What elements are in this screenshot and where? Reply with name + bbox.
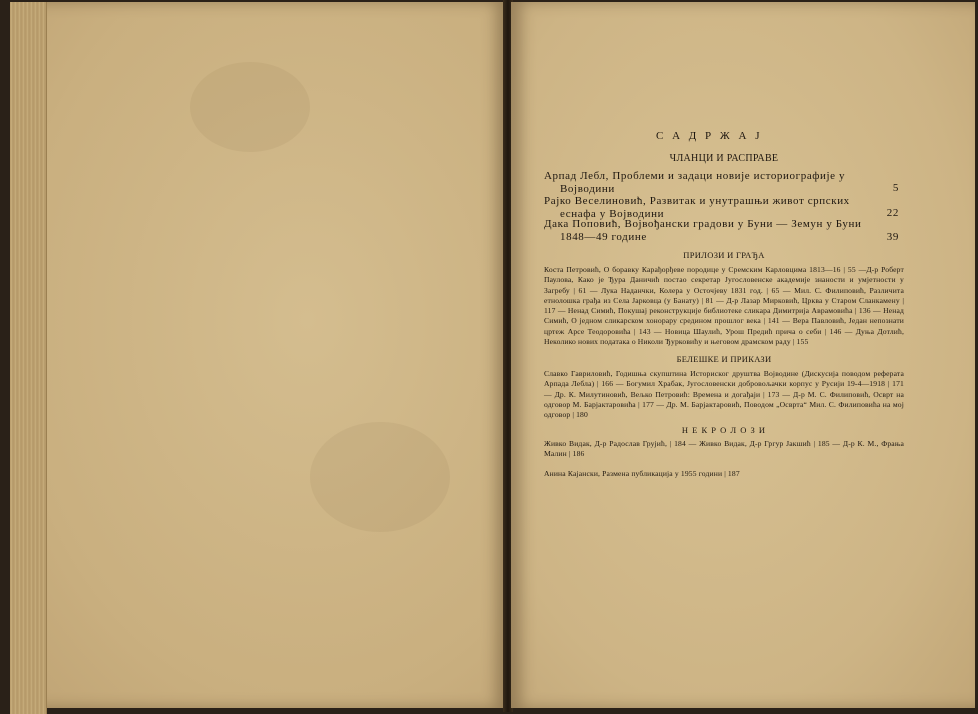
toc-entry-line1: Арпад Лебл, Проблеми и задаци новије историографије у: [544, 170, 846, 182]
left-page: [10, 2, 506, 708]
toc-entry: [544, 218, 899, 244]
toc-entry-line2: Војводини: [560, 183, 615, 195]
paper-stain: [190, 62, 310, 152]
toc-entry-line2: еснафа у Војводини: [560, 208, 665, 220]
toc-entry-page: 5: [892, 182, 899, 194]
toc-title: С А Д Р Ж А Ј: [656, 130, 763, 142]
left-page-edges: [10, 2, 47, 714]
toc-entry-line1: Дака Поповић, Војвођански градови у Буни — Земун у Буни: [544, 218, 862, 230]
toc-entry-line2: 1848—49 године: [560, 231, 647, 243]
publications-entry: Анина Кајански, Размена публикација у 1955 години | 187: [544, 469, 740, 478]
toc-entry-page: 39: [886, 231, 899, 243]
paper-stain: [310, 422, 450, 532]
articles-heading: ЧЛАНЦИ И РАСПРАВЕ: [669, 153, 779, 164]
right-page: [511, 2, 975, 708]
toc-entry: [544, 170, 899, 196]
contributions-list: Коста Петровић, О боравку Карађорђеве породице у Сремским Карловцима 1813—16 | 55 —Д-р Роберт Паулова, Како је Ђура Даничић постао секретар Југословенске академије знаности и умјетности у Загребу | 61 — Лука Наданчки, Колера у Осточјеву 1831 год. | 65 — Мил. С. Филиповић, Различита етнолошка грађа из Села Јарковца (у Банату) | 81 — Д-р Лазар Мирковић, Црква у Старом Сланкамену | 117 — Ненад Симић, Покушај реконструкције библиотеке сликара Димитрија Аврамовића | 136 — Ненад Симић, О једном сликарском хонорару средином прошлог века | 141 — Вера Павловић, Један непознати цртеж Арсе Теодоровића | 143 — Новица Шаулић, Урош Предић прича о себи | 146 — Дуња Дотлић, Неколико нових података о Николи Ђурковићу и његовом драмском раду | 155: [544, 265, 904, 347]
toc-entry-line1: Рајко Веселиновић, Развитак и унутрашњи живот српских: [544, 195, 850, 207]
notes-heading: БЕЛЕШКЕ И ПРИКАЗИ: [676, 354, 772, 364]
contributions-heading: ПРИЛОЗИ И ГРАЂА: [683, 250, 765, 260]
toc-entry-page: 22: [886, 207, 899, 219]
necrology-list: Живко Видак, Д-р Радослав Грујић, | 184 — Живко Видак, Д-р Гргур Јакшић | 185 — Д-р К. М., Фрања Малин | 186: [544, 439, 904, 459]
notes-list: Славко Гавриловић, Годишња скупштина Историског друштва Војводине (Дискусија поводом реферата Арпада Лебла) | 166 — Богумил Храбак, Југословенски добровољачки корпус у Русији 19-4—1918 | 171 — Др. К. Милутиновић, Вељко Петровић: Времена и догађаји | 173 — Д-р М. С. Филиповић, Осврт на одговор М. Барјактаровића | 177 — Др. М. Барјактаровић, Поводом „Осврта“ Мил. С. Филиповића на мој одговор | 180: [544, 369, 904, 420]
necrology-heading: Н Е К Р О Л О З И: [681, 425, 767, 435]
